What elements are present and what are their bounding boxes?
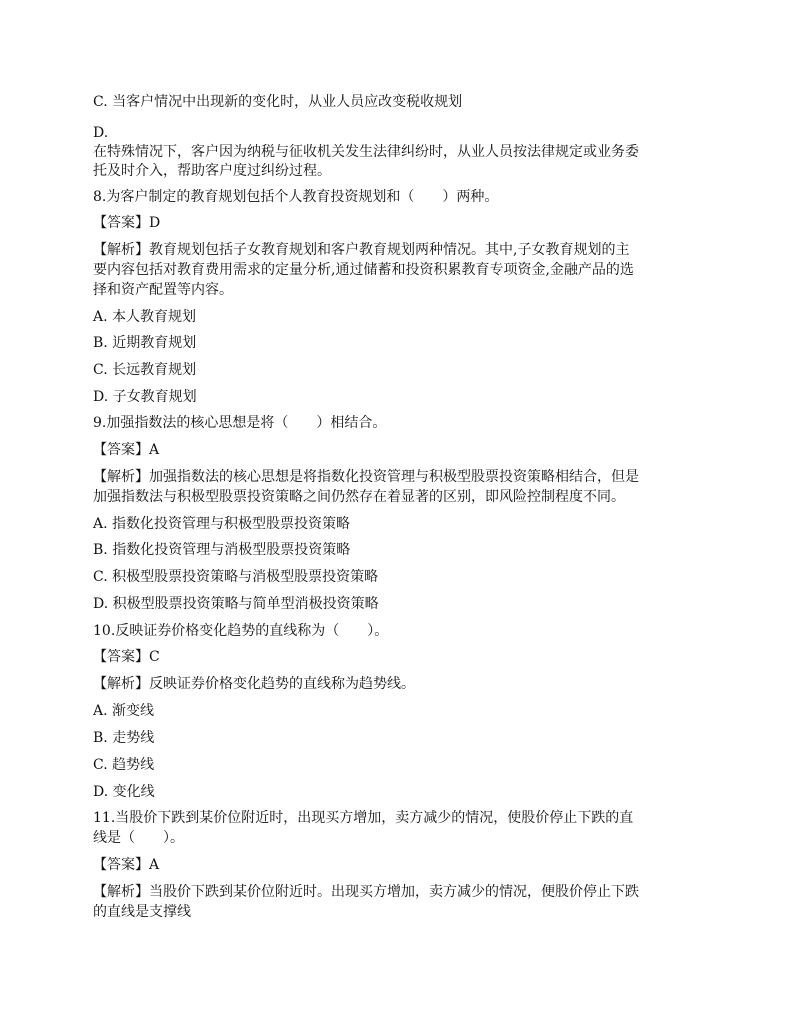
analysis-line: 【解析】反映证券价格变化趋势的直线称为趋势线。 — [93, 676, 415, 692]
option-line: A. 指数化投资管理与积极型股票投资策略 — [93, 516, 351, 532]
text-line: 托及时介入，帮助客户度过纠纷过程。 — [93, 163, 331, 179]
analysis-line: 加强指数法与积极型股票投资策略之间仍然存在着显著的区别，即风险控制程度不同。 — [93, 489, 625, 505]
answer-line: 【答案】A — [93, 857, 160, 873]
option-line: B. 指数化投资管理与消极型股票投资策略 — [93, 542, 351, 558]
option-line: B. 走势线 — [93, 730, 155, 746]
option-line: C. 趋势线 — [93, 757, 155, 773]
answer-line: 【答案】A — [93, 442, 160, 458]
analysis-line: 的直线是支撑线 — [93, 904, 191, 920]
option-line: D. 积极型股票投资策略与简单型消极投资策略 — [93, 596, 379, 612]
question-line: 8.为客户制定的教育规划包括个人教育投资规划和（ ）两种。 — [93, 189, 499, 205]
analysis-line: 【解析】教育规划包括子女教育规划和客户教育规划两种情况。其中,子女教育规划的主 — [93, 242, 630, 258]
question-line: 10.反映证券价格变化趋势的直线称为（ ）。 — [93, 623, 389, 639]
analysis-line: 【解析】加强指数法的核心思想是将指数化投资管理与积极型股票投资策略相结合，但是 — [93, 469, 639, 485]
analysis-line: 择和资产配置等内容。 — [93, 282, 233, 298]
text-line: C. 当客户情况中出现新的变化时，从业人员应改变税收规划 — [93, 94, 463, 110]
option-line: C. 长远教育规划 — [93, 362, 197, 378]
text-line: D. — [93, 125, 109, 141]
text-line: 在特殊情况下，客户因为纳税与征收机关发生法律纠纷时，从业人员按法律规定或业务委 — [93, 144, 639, 160]
question-line: 9.加强指数法的核心思想是将（ ）相结合。 — [93, 415, 387, 431]
option-line: A. 本人教育规划 — [93, 309, 197, 325]
option-line: D. 变化线 — [93, 784, 155, 800]
answer-line: 【答案】C — [93, 649, 160, 665]
question-line: 11.当股价下跌到某价位附近时，出现买方增加，卖方减少的情况，使股价停止下跌的直 — [93, 810, 634, 826]
option-line: D. 子女教育规划 — [93, 389, 197, 405]
analysis-line: 【解析】当股价下跌到某价位附近时。出现买方增加，卖方减少的情况，便股价停止下跌 — [93, 884, 639, 900]
question-line: 线是（ ）。 — [93, 830, 184, 846]
analysis-line: 要内容包括对教育费用需求的定量分析,通过储蓄和投资积累教育专项资金,金融产品的选 — [93, 262, 634, 278]
option-line: A. 渐变线 — [93, 703, 155, 719]
option-line: C. 积极型股票投资策略与消极型股票投资策略 — [93, 569, 379, 585]
answer-line: 【答案】D — [93, 215, 161, 231]
option-line: B. 近期教育规划 — [93, 335, 197, 351]
